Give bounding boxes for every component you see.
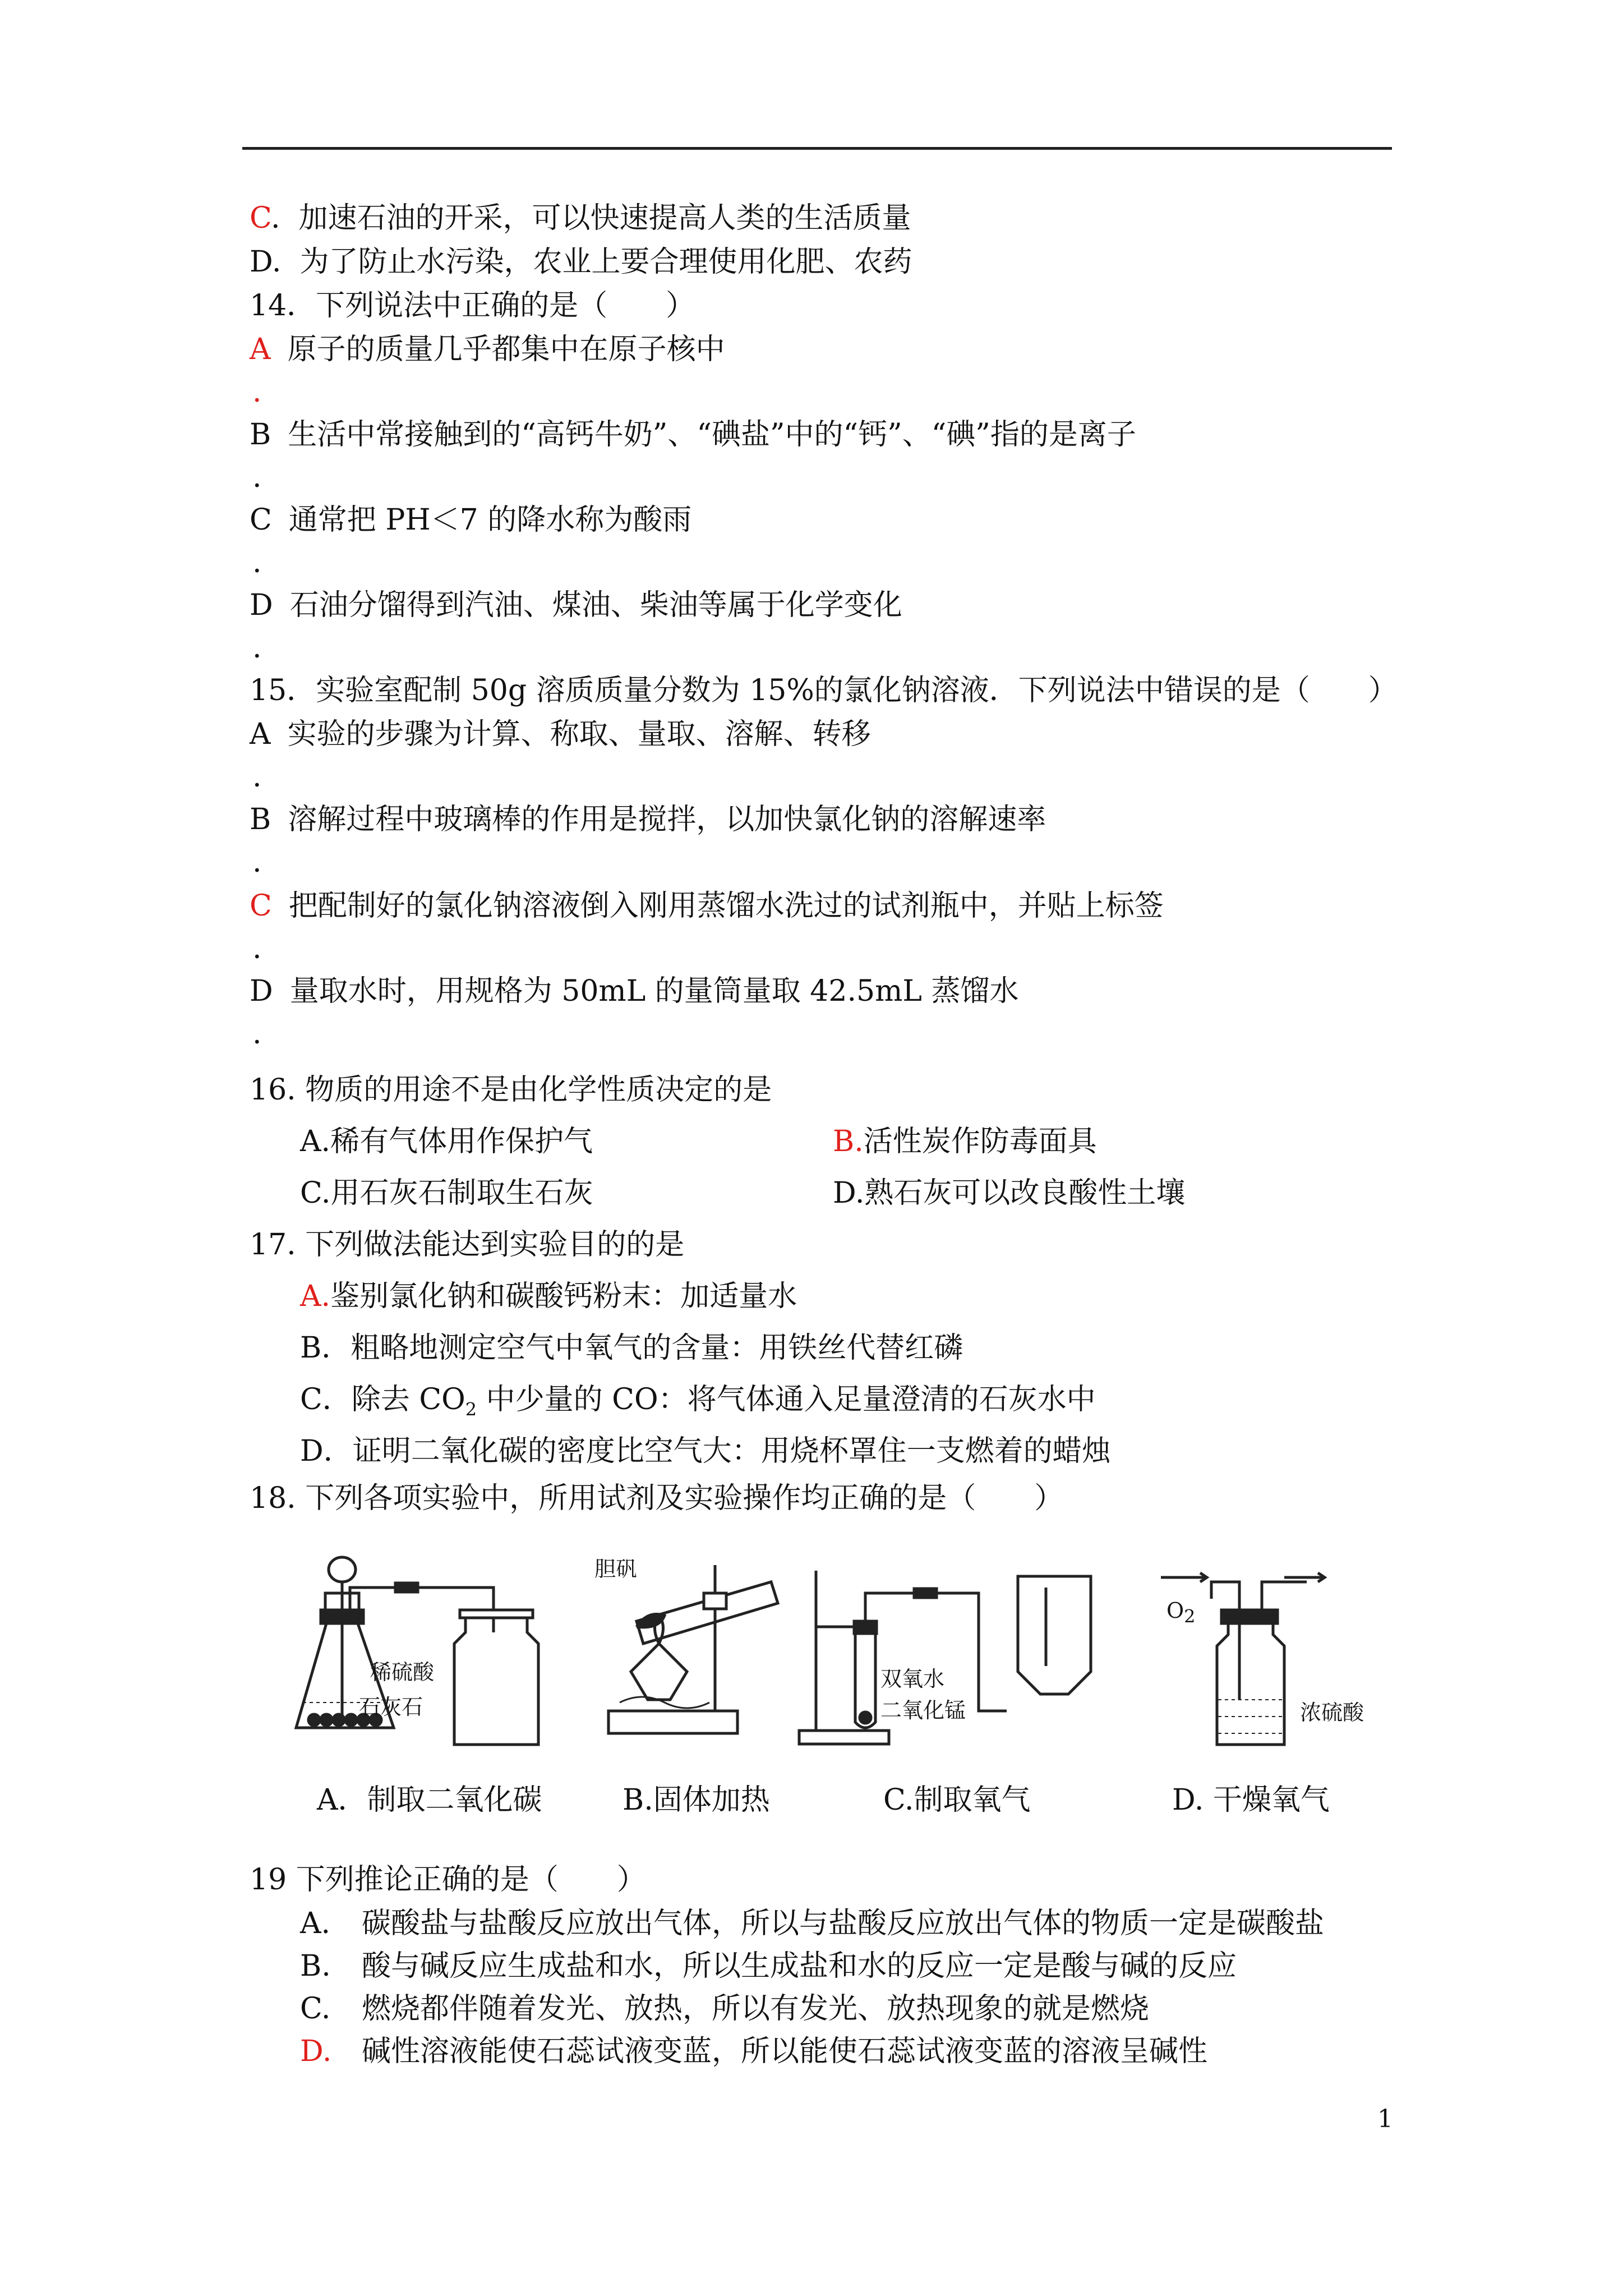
q15-option-c: C 把配制好的氯化钠溶液倒入刚用蒸馏水洗过的试剂瓶中，并贴上标签 xyxy=(250,889,1164,923)
q18-stem: 18. 下列各项实验中，所用试剂及实验操作均正确的是（ ） xyxy=(250,1481,1064,1515)
q14-option-a: A 原子的质量几乎都集中在原子核中 xyxy=(250,333,725,366)
label-blue-vitriol: 胆矾 xyxy=(594,1557,638,1581)
q15-option-d: D 量取水时，用规格为 50mL 的量筒量取 42.5mL 蒸馏水 xyxy=(250,974,1019,1008)
page-number: 1 xyxy=(1377,2105,1393,2133)
label-hydrogen-peroxide: 双氧水 xyxy=(880,1667,945,1691)
q14-stem: 14．下列说法中正确的是（ ） xyxy=(250,289,695,323)
caption-d: D. 干燥氧气 xyxy=(1172,1783,1330,1817)
limestone-piece xyxy=(333,1714,344,1726)
gas-washing-bottle xyxy=(1217,1623,1284,1745)
header-rule xyxy=(242,147,1392,150)
limestone-piece xyxy=(308,1714,320,1726)
q17-option-c: C．除去 $CO_2$ 中少量的 CO：将气体通入足量澄清的石灰水中 xyxy=(300,1383,1096,1420)
q16-stem: 16. 物质的用途不是由化学性质决定的是 xyxy=(250,1073,772,1107)
label-dilute-sulfuric-acid: 稀硫酸 xyxy=(370,1660,435,1685)
inverted-bottle xyxy=(1018,1576,1091,1694)
label-conc-sulfuric-acid: 浓硫酸 xyxy=(1300,1700,1364,1725)
q19-option-a: A. 碳酸盐与盐酸反应放出气体，所以与盐酸反应放出气体的物质一定是碳酸盐 xyxy=(300,1907,1325,1940)
q19-option-d: D. 碱性溶液能使石蕊试液变蓝，所以能使石蕊试液变蓝的溶液呈碱性 xyxy=(300,2035,1208,2068)
q17-stem: 17. 下列做法能达到实验目的的是 xyxy=(250,1228,685,1262)
q17-option-a: A.鉴别氯化钠和碳酸钙粉末：加适量水 xyxy=(300,1280,797,1313)
q14-option-b-dot: . xyxy=(252,461,262,494)
caption-c: C.制取氧气 xyxy=(883,1783,1031,1817)
label-o2: $O_2$ xyxy=(1166,1598,1196,1627)
stopper xyxy=(321,1610,363,1623)
label-limestone: 石灰石 xyxy=(359,1695,423,1719)
label-manganese-dioxide: 二氧化锰 xyxy=(880,1698,966,1723)
mno2-solid xyxy=(860,1712,871,1723)
clamp xyxy=(704,1593,726,1609)
q19-option-c: C. 燃烧都伴随着发光、放热，所以有发光、放热现象的就是燃烧 xyxy=(300,1992,1150,2026)
caption-b: B.固体加热 xyxy=(623,1783,770,1817)
answer-letter: C xyxy=(250,201,271,235)
figure-b-solid-heating xyxy=(603,1559,782,1745)
caption-a: A．制取二氧化碳 xyxy=(317,1783,542,1817)
q15-option-a: A 实验的步骤为计算、称取、量取、溶解、转移 xyxy=(250,717,871,751)
q19-stem: 19 下列推论正确的是（ ） xyxy=(250,1863,646,1897)
alcohol-lamp xyxy=(631,1644,687,1700)
q14-option-d-dot: . xyxy=(252,631,262,665)
q15-option-d-dot: . xyxy=(252,1017,262,1051)
tube-connector xyxy=(914,1589,937,1598)
test-tube-inclined xyxy=(637,1582,778,1644)
q16-option-b: B.活性炭作防毒面具 xyxy=(833,1125,1097,1158)
limestone-piece xyxy=(345,1714,357,1726)
gas-bottle xyxy=(454,1616,538,1745)
q15-option-a-dot: . xyxy=(252,760,262,794)
tube-connector xyxy=(395,1583,418,1592)
q15-option-c-dot: . xyxy=(252,932,262,965)
q15-option-b: B 溶解过程中玻璃棒的作用是搅拌，以加快氯化钠的溶解速率 xyxy=(250,803,1046,836)
q14-option-d: D 石油分馏得到汽油、煤油、柴油等属于化学变化 xyxy=(250,588,902,622)
stopper xyxy=(854,1621,877,1634)
q15-stem: 15．实验室配制 50g 溶质质量分数为 15%的氯化钠溶液．下列说法中错误的是（ ） xyxy=(250,674,1398,707)
q14-option-c-dot: . xyxy=(252,546,262,579)
funnel-bulb xyxy=(329,1557,356,1582)
q13-option-c: C. 加速石油的开采，可以快速提高人类的生活质量 xyxy=(250,201,911,235)
q16-option-a: A.稀有气体用作保护气 xyxy=(300,1125,593,1158)
q14-option-b: B 生活中常接触到的“高钙牛奶”、“碘盐”中的“钙”、“碘”指的是离子 xyxy=(250,418,1136,452)
q17-option-b: B．粗略地测定空气中氧气的含量：用铁丝代替红磷 xyxy=(300,1331,963,1365)
q17-option-d: D．证明二氧化碳的密度比空气大：用烧杯罩住一支燃着的蜡烛 xyxy=(300,1434,1111,1468)
q14-option-c: C 通常把 PH＜7 的降水称为酸雨 xyxy=(250,503,692,537)
q16-option-d: D.熟石灰可以改良酸性土壤 xyxy=(833,1176,1186,1210)
stand-base xyxy=(799,1731,889,1744)
q14-option-a-dot: . xyxy=(252,375,262,409)
q16-option-c: C.用石灰石制取生石灰 xyxy=(300,1176,593,1210)
limestone-piece xyxy=(321,1714,332,1726)
stopper xyxy=(1221,1610,1278,1623)
q13-option-d: D. 为了防止水污染，农业上要合理使用化肥、农药 xyxy=(250,245,912,279)
bottle-mouth xyxy=(460,1610,533,1618)
q19-option-b: B. 酸与碱反应生成盐和水，所以生成盐和水的反应一定是酸与碱的反应 xyxy=(300,1949,1237,1983)
q15-option-b-dot: . xyxy=(252,845,262,879)
stand-base xyxy=(608,1711,737,1733)
